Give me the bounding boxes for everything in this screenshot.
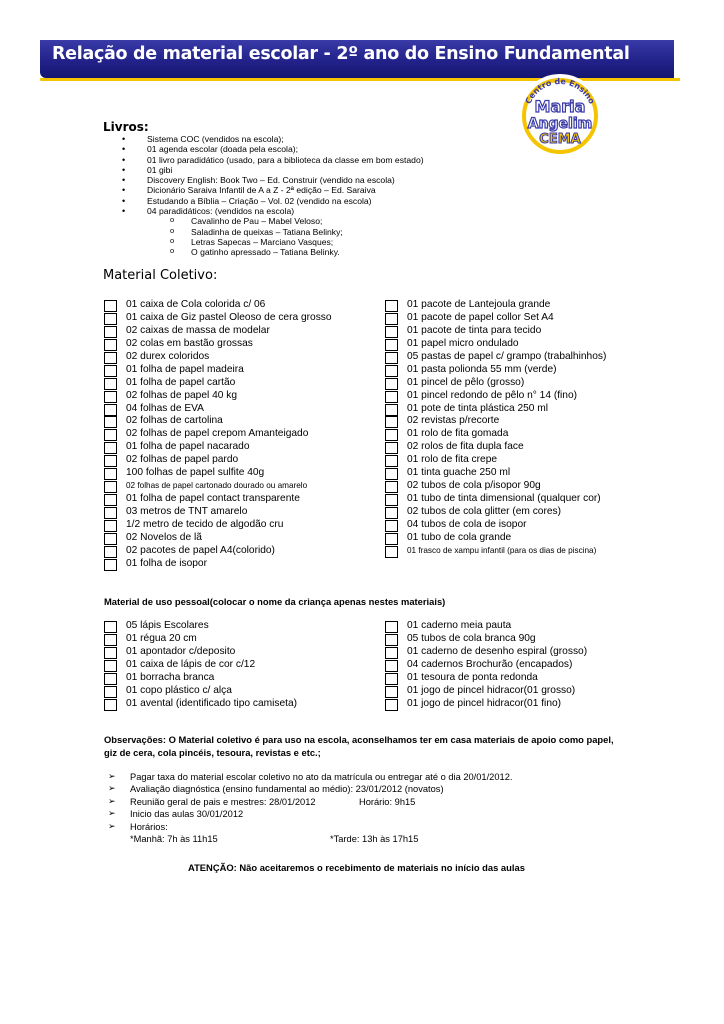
checklist-label: 02 folhas de cartolina <box>126 415 223 427</box>
checklist-item <box>385 685 587 698</box>
checklist-item <box>104 299 332 312</box>
checkbox[interactable] <box>104 494 117 506</box>
checklist-item <box>385 415 606 428</box>
checkbox[interactable] <box>385 404 398 416</box>
list-item: • 01 agenda escolar (doada pela escola); <box>120 144 424 154</box>
checklist-label: 01 rolo de fita gomada <box>407 428 509 440</box>
checklist-label: 01 folha de papel contact transparente <box>126 493 300 505</box>
checklist-item <box>104 338 332 351</box>
list-item: • 01 gibi <box>120 165 424 175</box>
horarios-line <box>108 833 512 845</box>
checklist-item <box>104 377 332 390</box>
checklist-label: 01 rolo de fita crepe <box>407 454 498 466</box>
checklist-item <box>104 493 332 506</box>
checklist-item <box>385 364 606 377</box>
checklist-label: 01 pacote de tinta para tecido <box>407 324 542 336</box>
checkbox[interactable] <box>104 673 117 685</box>
checklist-label: 01 apontador c/deposito <box>126 645 236 657</box>
checklist-item <box>104 428 332 441</box>
checklist-item <box>104 480 332 493</box>
checkbox[interactable] <box>385 660 398 672</box>
checklist-label: 01 tubo de cola grande <box>407 531 512 543</box>
checkbox[interactable] <box>385 300 398 312</box>
list-subitem: o O gatinho apressado – Tatiana Belinky. <box>120 247 424 257</box>
checklist-item <box>385 467 606 480</box>
checkbox[interactable] <box>385 429 398 441</box>
checklist-label: 01 folha de papel madeira <box>126 363 244 375</box>
checkbox[interactable] <box>385 455 398 467</box>
checklist-item <box>385 672 587 685</box>
checklist-item <box>104 633 297 646</box>
horario-tarde: *Tarde: 13h às 17h15 <box>330 834 419 845</box>
checklist-item <box>385 506 606 519</box>
checkbox[interactable] <box>385 634 398 646</box>
checklist-item <box>385 325 606 338</box>
checklist-item <box>104 441 332 454</box>
checklist-label: 02 durex coloridos <box>126 350 210 362</box>
checklist-label: 01 frasco de xampu infantil (para os dias de piscina) <box>407 545 597 555</box>
checklist-item <box>385 390 606 403</box>
checklist-item <box>104 454 332 467</box>
checklist-label: 04 folhas de EVA <box>126 402 204 414</box>
checklist-label: 01 folha de papel cartão <box>126 376 236 388</box>
checkbox[interactable] <box>104 391 117 403</box>
checklist-label: 01 caixa de lápis de cor c/12 <box>126 658 256 670</box>
checklist-label: 01 pote de tinta plástica 250 ml <box>407 402 549 414</box>
checklist-label: 01 papel micro ondulado <box>407 337 519 349</box>
checkbox[interactable] <box>385 378 398 390</box>
checkbox[interactable] <box>104 404 117 416</box>
checklist-item <box>385 493 606 506</box>
checkbox[interactable] <box>104 429 117 441</box>
checkbox[interactable] <box>104 468 117 480</box>
list-subitem: o Letras Sapecas – Marciano Vasques; <box>120 237 424 247</box>
checklist-label: 05 tubos de cola branca 90g <box>407 632 536 644</box>
checkbox[interactable] <box>385 416 398 428</box>
checkbox[interactable] <box>104 339 117 351</box>
checklist-label: 03 metros de TNT amarelo <box>126 506 248 517</box>
checklist-label: 02 revistas p/recorte <box>407 415 500 427</box>
aviso-item: ➢ Horários: <box>108 821 512 833</box>
material-pessoal-right-list <box>385 620 587 711</box>
checkbox[interactable] <box>385 442 398 454</box>
checklist-label: 02 colas em bastão grossas <box>126 337 253 349</box>
checklist-label: 01 tinta guache 250 ml <box>407 467 511 479</box>
checklist-item <box>385 377 606 390</box>
checklist-item <box>385 646 587 659</box>
checklist-label: 02 Novelos de lã <box>126 531 202 543</box>
checklist-label: 01 pacote de Lantejoula grande <box>407 299 551 310</box>
checklist-label: 02 tubos de cola p/isopor 90g <box>407 480 541 492</box>
checkbox[interactable] <box>104 660 117 672</box>
checkbox[interactable] <box>104 416 117 428</box>
aviso-item: ➢ Pagar taxa do material escolar coletivo no ato da matrícula ou entregar até o dia 20/01/2012. <box>108 771 512 783</box>
checklist-label: 01 borracha branca <box>126 671 215 683</box>
checklist-item <box>385 312 606 325</box>
checklist-item <box>104 620 297 633</box>
checklist-item <box>104 519 332 532</box>
checklist-label: 02 pacotes de papel A4(colorido) <box>126 544 275 556</box>
checklist-item <box>385 659 587 672</box>
checklist-label: 02 tubos de cola glitter (em cores) <box>407 506 562 517</box>
material-pessoal-heading: Material de uso pessoal(colocar o nome da criança apenas nestes materiais) <box>104 596 446 607</box>
checkbox[interactable] <box>104 546 117 558</box>
aviso-item <box>108 796 512 808</box>
checkbox[interactable] <box>385 391 398 403</box>
checklist-item <box>385 428 606 441</box>
checklist-label: 05 pastas de papel c/ grampo (trabalhinhos) <box>407 350 607 362</box>
checklist-item <box>385 633 587 646</box>
checklist-item <box>104 506 332 519</box>
checklist-label: 02 caixas de massa de modelar <box>126 324 270 336</box>
checkbox[interactable] <box>104 300 117 312</box>
checklist-item <box>104 364 332 377</box>
checkbox[interactable] <box>385 533 398 545</box>
checkbox[interactable] <box>385 326 398 338</box>
checkbox[interactable] <box>104 559 117 571</box>
reuniao-text: Reunião geral de pais e mestres: 28/01/2012 <box>130 796 316 807</box>
list-item: • 01 livro paradidático (usado, para a biblioteca da classe em bom estado) <box>120 155 424 165</box>
checklist-label: 02 folhas de papel cartonado dourado ou amarelo <box>126 481 308 491</box>
horario-manha: *Manhã: 7h às 11h15 <box>130 834 218 845</box>
reuniao-horario: Horário: 9h15 <box>359 796 416 807</box>
checklist-item <box>104 672 297 685</box>
checkbox[interactable] <box>104 621 117 633</box>
checklist-item <box>104 646 297 659</box>
checkbox[interactable] <box>385 520 398 532</box>
list-item: • Estudando a Bíblia – Criação – Vol. 02 (vendido na escola) <box>120 196 424 206</box>
checklist-label: 01 pasta polionda 55 mm (verde) <box>407 363 557 375</box>
checkbox[interactable] <box>104 352 117 364</box>
checklist-item <box>104 467 332 480</box>
checklist-item <box>385 620 587 633</box>
checklist-item <box>104 403 332 416</box>
checklist-item <box>385 403 606 416</box>
checklist-label: 02 folhas de papel crepom Amanteigado <box>126 428 309 440</box>
material-coletivo-heading: Material Coletivo: <box>103 268 218 283</box>
checklist-label: 01 jogo de pincel hidracor(01 grosso) <box>407 684 576 696</box>
checkbox[interactable] <box>104 378 117 390</box>
checklist-item <box>385 519 606 532</box>
checklist-item <box>104 351 332 364</box>
checkbox[interactable] <box>104 326 117 338</box>
checklist-label: 01 copo plástico c/ alça <box>126 684 232 696</box>
checkbox[interactable] <box>385 365 398 377</box>
checkbox[interactable] <box>104 520 117 532</box>
checklist-label: 01 pacote de papel collor Set A4 <box>407 311 554 323</box>
list-item: • Sistema COC (vendidos na escola); <box>120 134 424 144</box>
checklist-item <box>104 558 332 571</box>
checkbox[interactable] <box>385 673 398 685</box>
page-title: Relação de material escolar - 2º ano do Ensino Fundamental <box>52 44 630 64</box>
checklist-item <box>104 390 332 403</box>
checkbox[interactable] <box>104 533 117 545</box>
checklist-label: 01 caixa de Cola colorida c/ 06 <box>126 299 266 310</box>
checklist-label: 01 caixa de Giz pastel Oleoso de cera grosso <box>126 311 332 323</box>
checklist-label: 01 pincel redondo de pêlo n° 14 (fino) <box>407 389 578 401</box>
checkbox[interactable] <box>385 647 398 659</box>
checklist-label: 01 tesoura de ponta redonda <box>407 671 538 683</box>
checklist-label: 02 folhas de papel pardo <box>126 454 239 466</box>
checklist-item <box>385 454 606 467</box>
checklist-label: 04 cadernos Brochurão (encapados) <box>407 658 573 670</box>
checklist-label: 02 folhas de papel 40 kg <box>126 389 238 401</box>
observacoes-note: Observações: O Material coletivo é para uso na escola, aconselhamos ter em casa materiais de apoio como papel, giz de cera, cola pincéis, tesoura, revistas e etc.; <box>104 734 614 758</box>
checklist-item <box>385 545 606 558</box>
list-item: • Dicionário Saraiva Infantil de A a Z - 2ª edição – Ed. Saraiva <box>120 185 424 195</box>
aviso-item: ➢ Inicio das aulas 30/01/2012 <box>108 808 512 820</box>
checkbox[interactable] <box>104 442 117 454</box>
checklist-item <box>104 545 332 558</box>
logo-name-line1: Maria <box>534 97 586 116</box>
checklist-item <box>385 351 606 364</box>
checklist-label: 01 régua 20 cm <box>126 632 197 644</box>
checklist-label: 01 avental (identificado tipo camiseta) <box>126 697 298 709</box>
checklist-label: 01 pincel de pêlo (grosso) <box>407 376 525 388</box>
checklist-item <box>385 338 606 351</box>
checkbox[interactable] <box>104 313 117 325</box>
checkbox[interactable] <box>385 621 398 633</box>
list-subitem: o Saladinha de queixas – Tatiana Belinky; <box>120 227 424 237</box>
checkbox[interactable] <box>104 481 117 493</box>
material-coletivo-left-list <box>104 299 332 571</box>
school-logo <box>510 68 610 160</box>
checkbox[interactable] <box>385 699 398 711</box>
checklist-item <box>104 659 297 672</box>
checklist-label: 02 rolos de fita dupla face <box>407 441 524 453</box>
checklist-label: 01 jogo de pincel hidracor(01 fino) <box>407 697 562 709</box>
checklist-item <box>104 685 297 698</box>
checkbox[interactable] <box>104 455 117 467</box>
checklist-item <box>104 312 332 325</box>
checkbox[interactable] <box>385 339 398 351</box>
checkbox[interactable] <box>104 507 117 519</box>
checklist-item <box>385 480 606 493</box>
logo-name-line2: Angelim <box>527 116 593 132</box>
checklist-label: 04 tubos de cola de isopor <box>407 518 527 530</box>
checklist-item <box>104 532 332 545</box>
checkbox[interactable] <box>104 686 117 698</box>
checklist-label: 01 folha de papel nacarado <box>126 441 250 453</box>
checklist-item <box>385 532 606 545</box>
checklist-item <box>385 299 606 312</box>
checklist-item <box>385 441 606 454</box>
list-subitem: o Cavalinho de Pau – Mabel Veloso; <box>120 216 424 226</box>
checklist-item <box>104 698 297 711</box>
checklist-label: 100 folhas de papel sulfite 40g <box>126 467 265 479</box>
checkbox[interactable] <box>104 647 117 659</box>
checkbox[interactable] <box>104 699 117 711</box>
livros-heading: Livros: <box>103 120 149 134</box>
checkbox[interactable] <box>385 686 398 698</box>
list-item: • 04 paradidáticos: (vendidos na escola) <box>120 206 424 216</box>
checklist-label: 1/2 metro de tecido de algodão cru <box>126 518 284 530</box>
checkbox[interactable] <box>385 494 398 506</box>
logo-arc-text: Centro de Ensino <box>523 76 597 106</box>
checkbox[interactable] <box>385 313 398 325</box>
checklist-item <box>104 415 332 428</box>
list-item: • Discovery English: Book Two – Ed. Construir (vendido na escola) <box>120 175 424 185</box>
checklist-item <box>385 698 587 711</box>
aviso-item: ➢ Avaliação diagnóstica (ensino fundamental ao médio): 23/01/2012 (novatos) <box>108 783 512 795</box>
atencao-note: ATENÇÃO: Não aceitaremos o recebimento de materiais no início das aulas <box>188 862 525 873</box>
checklist-label: 01 folha de isopor <box>126 557 207 569</box>
checklist-label: 01 caderno de desenho espiral (grosso) <box>407 645 588 657</box>
checkbox[interactable] <box>385 352 398 364</box>
livros-list <box>120 134 424 258</box>
checkbox[interactable] <box>385 507 398 519</box>
material-pessoal-left-list <box>104 620 297 711</box>
checklist-label: 01 tubo de tinta dimensional (qualquer cor) <box>407 493 601 505</box>
checklist-label: 01 caderno meia pauta <box>407 620 512 631</box>
checkbox[interactable] <box>385 546 398 558</box>
checklist-item <box>104 325 332 338</box>
material-coletivo-right-list <box>385 299 606 558</box>
logo-acronym: CEMA <box>539 132 581 147</box>
checkbox[interactable] <box>385 468 398 480</box>
avisos-list <box>108 771 512 845</box>
checkbox[interactable] <box>385 481 398 493</box>
checkbox[interactable] <box>104 634 117 646</box>
checklist-label: 05 lápis Escolares <box>126 620 209 631</box>
checkbox[interactable] <box>104 365 117 377</box>
